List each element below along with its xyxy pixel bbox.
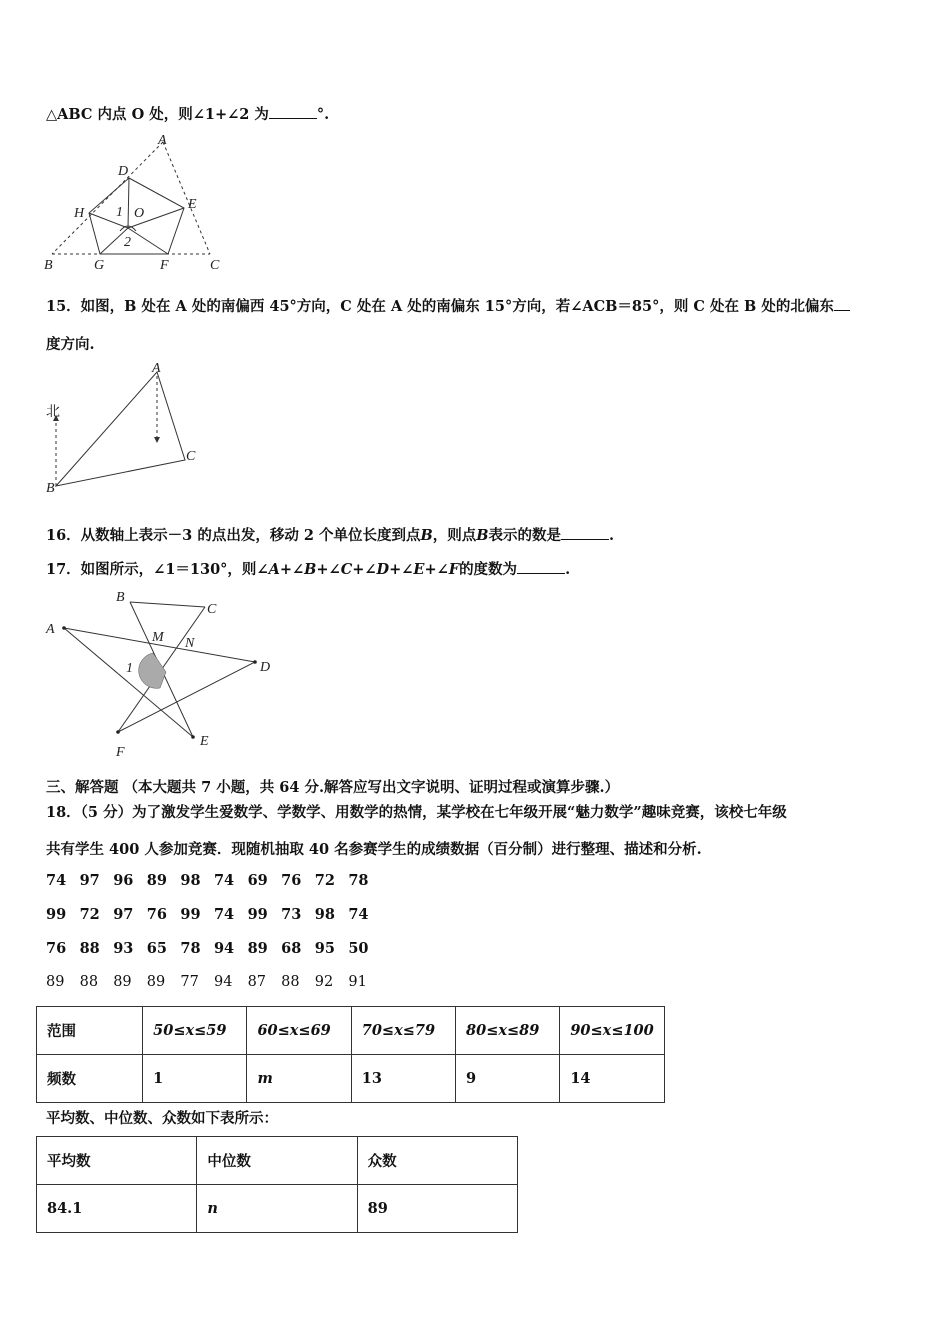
table-cell: 1	[143, 1055, 247, 1103]
score-row: 99 72 97 76 99 74 99 73 98 74	[46, 906, 369, 923]
q18-line1: 18．（5 分）为了激发学生爱数学、学数学、用数学的热情，某学校在七年级开展“魅力数学”趣味竞赛，该校七年级	[46, 804, 787, 821]
q15-line2: 度方向.	[46, 336, 95, 353]
label-angle-1: 1	[116, 205, 123, 220]
score-row: 89 88 89 89 77 94 87 88 92 91	[46, 974, 367, 990]
q15-figure	[40, 360, 220, 500]
q17-figure	[40, 585, 280, 760]
label-f: F	[116, 745, 125, 760]
label-e: E	[188, 197, 197, 212]
section-3-heading: 三、解答题 （本大题共 7 小题，共 64 分.解答应写出文字说明、证明过程或演算步骤.）	[46, 779, 620, 796]
label-angle-1: 1	[126, 661, 133, 676]
table-cell: 89	[357, 1185, 517, 1233]
label-f: F	[160, 258, 169, 273]
label-d: D	[118, 164, 129, 179]
q14-figure	[40, 128, 240, 278]
label-c: C	[207, 602, 217, 617]
label-c: C	[186, 449, 196, 464]
label-north: 北	[46, 405, 60, 420]
table-cell: 频数	[37, 1055, 143, 1103]
table-cell: 50≤x≤59	[143, 1007, 247, 1055]
label-a: A	[46, 622, 55, 637]
stats-table	[36, 1136, 518, 1233]
answer-blank	[517, 559, 565, 574]
label-g: G	[94, 258, 105, 273]
label-o: O	[134, 206, 145, 221]
table-cell: 80≤x≤89	[456, 1007, 560, 1055]
q17-text: 17．如图所示，∠1＝130°，则∠A+∠B+∠C+∠D+∠E+∠F的度数为 .	[46, 561, 571, 578]
table-cell: 13	[351, 1055, 455, 1103]
table-cell: 60≤x≤69	[247, 1007, 351, 1055]
table-cell: 众数	[357, 1137, 517, 1185]
table-cell: 9	[456, 1055, 560, 1103]
label-m: M	[152, 630, 164, 645]
table-cell: 平均数	[37, 1137, 197, 1185]
label-angle-2: 2	[124, 235, 131, 250]
q15-line1: 15．如图，B 处在 A 处的南偏西 45°方向，C 处在 A 处的南偏东 15°方向，若∠ACB＝85°，则 C 处在 B 处的北偏东	[46, 295, 850, 316]
answer-blank	[561, 525, 609, 540]
table-cell: 14	[560, 1055, 665, 1103]
table-cell: 84.1	[37, 1185, 197, 1233]
score-row: 76 88 93 65 78 94 89 68 95 50	[46, 940, 369, 957]
label-a: A	[158, 133, 167, 148]
table-cell: m	[247, 1055, 351, 1103]
q14-text: △ABC 内点 O 处，则∠1+∠2 为 °.	[46, 106, 330, 123]
label-h: H	[74, 206, 85, 221]
label-b: B	[44, 258, 53, 273]
answer-blank	[834, 296, 850, 311]
table-cell: 中位数	[197, 1137, 357, 1185]
q18-line2: 共有学生 400 人参加竞赛．现随机抽取 40 名参赛学生的成绩数据（百分制）进行整理、描述和分析.	[46, 841, 702, 858]
q16-text: 16．从数轴上表示－3 的点出发，移动 2 个单位长度到点B，则点B表示的数是 .	[46, 527, 615, 544]
answer-blank	[269, 104, 317, 119]
table-cell: 范围	[37, 1007, 143, 1055]
stats-intro: 平均数、中位数、众数如下表所示：	[46, 1110, 278, 1127]
label-b: B	[46, 481, 55, 496]
table-cell: n	[197, 1185, 357, 1233]
label-e: E	[200, 734, 209, 749]
label-b: B	[116, 590, 125, 605]
score-row: 74 97 96 89 98 74 69 76 72 78	[46, 872, 369, 889]
label-a: A	[152, 361, 161, 376]
label-n: N	[185, 636, 195, 651]
table-cell: 90≤x≤100	[560, 1007, 665, 1055]
frequency-table	[36, 1006, 665, 1103]
label-d: D	[260, 660, 271, 675]
table-cell: 70≤x≤79	[351, 1007, 455, 1055]
label-c: C	[210, 258, 220, 273]
